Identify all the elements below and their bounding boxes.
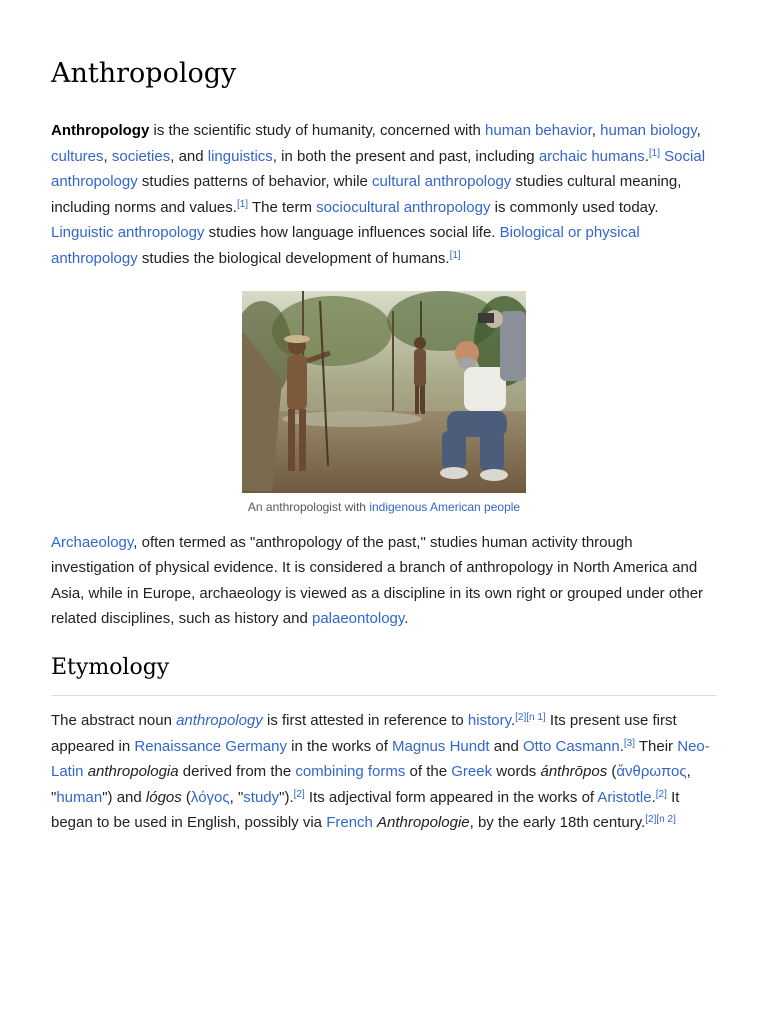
intro-text: is commonly used today. (490, 198, 659, 216)
link-linguistics[interactable]: linguistics (207, 147, 273, 165)
intro-text: studies cultural meaning, including norms and values. (51, 173, 682, 216)
etymology-paragraph (51, 708, 717, 836)
link-social-anthropology[interactable]: Social anthropology (51, 147, 706, 191)
link-logos-greek[interactable]: λόγος (190, 788, 230, 806)
reference-link[interactable]: [2] (645, 814, 657, 826)
intro-text: is the scientific study of humanity, concerned with (149, 122, 486, 139)
etymology-text: . (651, 788, 656, 806)
link-study[interactable]: study (243, 788, 280, 806)
etymology-text: ") and (102, 788, 146, 806)
reference-link[interactable]: [2] (293, 788, 305, 800)
link-archaeology[interactable]: Archaeology (51, 533, 134, 551)
italic-term: ánthrōpos (540, 763, 608, 781)
reference-link[interactable]: [2] (515, 711, 527, 723)
link-sociocultural-anthropology[interactable]: sociocultural anthropology (316, 198, 491, 216)
intro-text: studies how language influences social life. (204, 224, 500, 242)
etymology-text: "). (279, 788, 294, 806)
figure-caption (51, 498, 717, 516)
intro-text: . (644, 147, 649, 165)
link-human[interactable]: human (56, 788, 103, 806)
etymology-text: , " (229, 788, 244, 806)
etymology-text: ( (607, 763, 617, 781)
link-greek[interactable]: Greek (451, 763, 493, 781)
page-title: Anthropology (51, 58, 237, 89)
link-indigenous-american-people[interactable]: indigenous American people (369, 499, 521, 514)
etymology-text: derived from the (178, 763, 296, 781)
intro-text: , in both the present and past, including (272, 147, 539, 165)
etymology-text: Its present use first appeared in (51, 711, 677, 755)
etymology-text: The abstract noun (51, 711, 177, 729)
link-aristotle[interactable]: Aristotle (597, 788, 652, 806)
etymology-text: ( (181, 788, 191, 806)
link-human-biology[interactable]: human biology (600, 122, 697, 139)
archaeology-text: . (404, 610, 409, 628)
etymology-text: . (510, 711, 516, 729)
etymology-text: words (492, 763, 541, 781)
reference-link[interactable]: [2] (655, 788, 667, 800)
link-human-behavior[interactable]: human behavior (485, 122, 592, 139)
note-link[interactable]: [n 1] (526, 711, 546, 723)
link-otto-casmann[interactable]: Otto Casmann (522, 737, 620, 755)
italic-term: Anthropologie (377, 814, 470, 832)
link-combining-forms[interactable]: combining forms (295, 763, 406, 781)
etymology-text: is first attested in reference to (262, 711, 468, 729)
intro-text: studies the biological development of humans. (137, 249, 450, 267)
caption-text: An anthropologist with (247, 499, 370, 514)
anthropologist-photo[interactable] (242, 291, 526, 493)
intro-text: , and (170, 147, 208, 165)
archaeology-paragraph (51, 530, 717, 632)
link-anthropos-greek[interactable]: ἄνθρωπος (616, 763, 687, 781)
etymology-text: Its adjectival form appeared in the works of (304, 788, 598, 806)
etymology-text: in the works of (286, 737, 393, 755)
link-history[interactable]: history (467, 711, 511, 729)
link-archaic-humans[interactable]: archaic humans (538, 147, 645, 165)
italic-term: lógos (145, 788, 182, 806)
intro-text: , (103, 147, 112, 165)
section-heading-etymology: Etymology (51, 654, 717, 696)
reference-link[interactable]: [1] (648, 147, 660, 159)
italic-term[interactable]: anthropology (176, 711, 263, 729)
link-linguistic-anthropology[interactable]: Linguistic anthropology (51, 224, 205, 242)
link-anthropology[interactable] (176, 712, 263, 729)
note-link[interactable]: [n 2] (656, 814, 676, 826)
link-french[interactable]: French (326, 814, 373, 832)
reference-link[interactable]: [3] (623, 737, 635, 749)
link-societies[interactable]: societies (111, 147, 171, 165)
etymology-text: of the (405, 763, 452, 781)
italic-term: anthropologia (87, 763, 179, 781)
reference-link[interactable]: [1] (236, 198, 249, 210)
etymology-text: It began to be used in English, possibly via (51, 788, 680, 832)
reference-link[interactable]: [1] (449, 249, 461, 261)
intro-bold-term: Anthropology (51, 122, 150, 139)
figure (51, 291, 717, 516)
etymology-text: Their (634, 737, 678, 755)
intro-text: , (591, 122, 601, 139)
link-cultural-anthropology[interactable]: cultural anthropology (372, 173, 512, 191)
intro-text: , (696, 122, 701, 139)
intro-text: The term (248, 198, 317, 216)
etymology-text: . (619, 737, 624, 755)
link-biological-anthropology[interactable]: Biological or physical anthropology (51, 224, 640, 267)
intro-paragraph (51, 118, 717, 272)
link-renaissance-germany[interactable]: Renaissance Germany (134, 737, 287, 755)
archaeology-text: , often termed as "anthropology of the past," studies human activity through investigation of physical evidence. It is considered a branch of anthropology in North America and Asia, while in Europe, archaeology is viewed as a discipline in its own right or grouped under other related disciplines, such as history and (51, 533, 704, 628)
etymology-text: and (489, 737, 523, 755)
intro-text: studies patterns of behavior, while (137, 173, 373, 191)
link-neo-latin[interactable]: Neo-Latin (51, 737, 710, 781)
link-magnus-hundt[interactable]: Magnus Hundt (392, 737, 490, 755)
etymology-text: , by the early 18th century. (469, 814, 646, 832)
link-palaeontology[interactable]: palaeontology (311, 610, 405, 628)
link-cultures[interactable]: cultures (51, 147, 104, 165)
etymology-text: , " (51, 763, 691, 806)
